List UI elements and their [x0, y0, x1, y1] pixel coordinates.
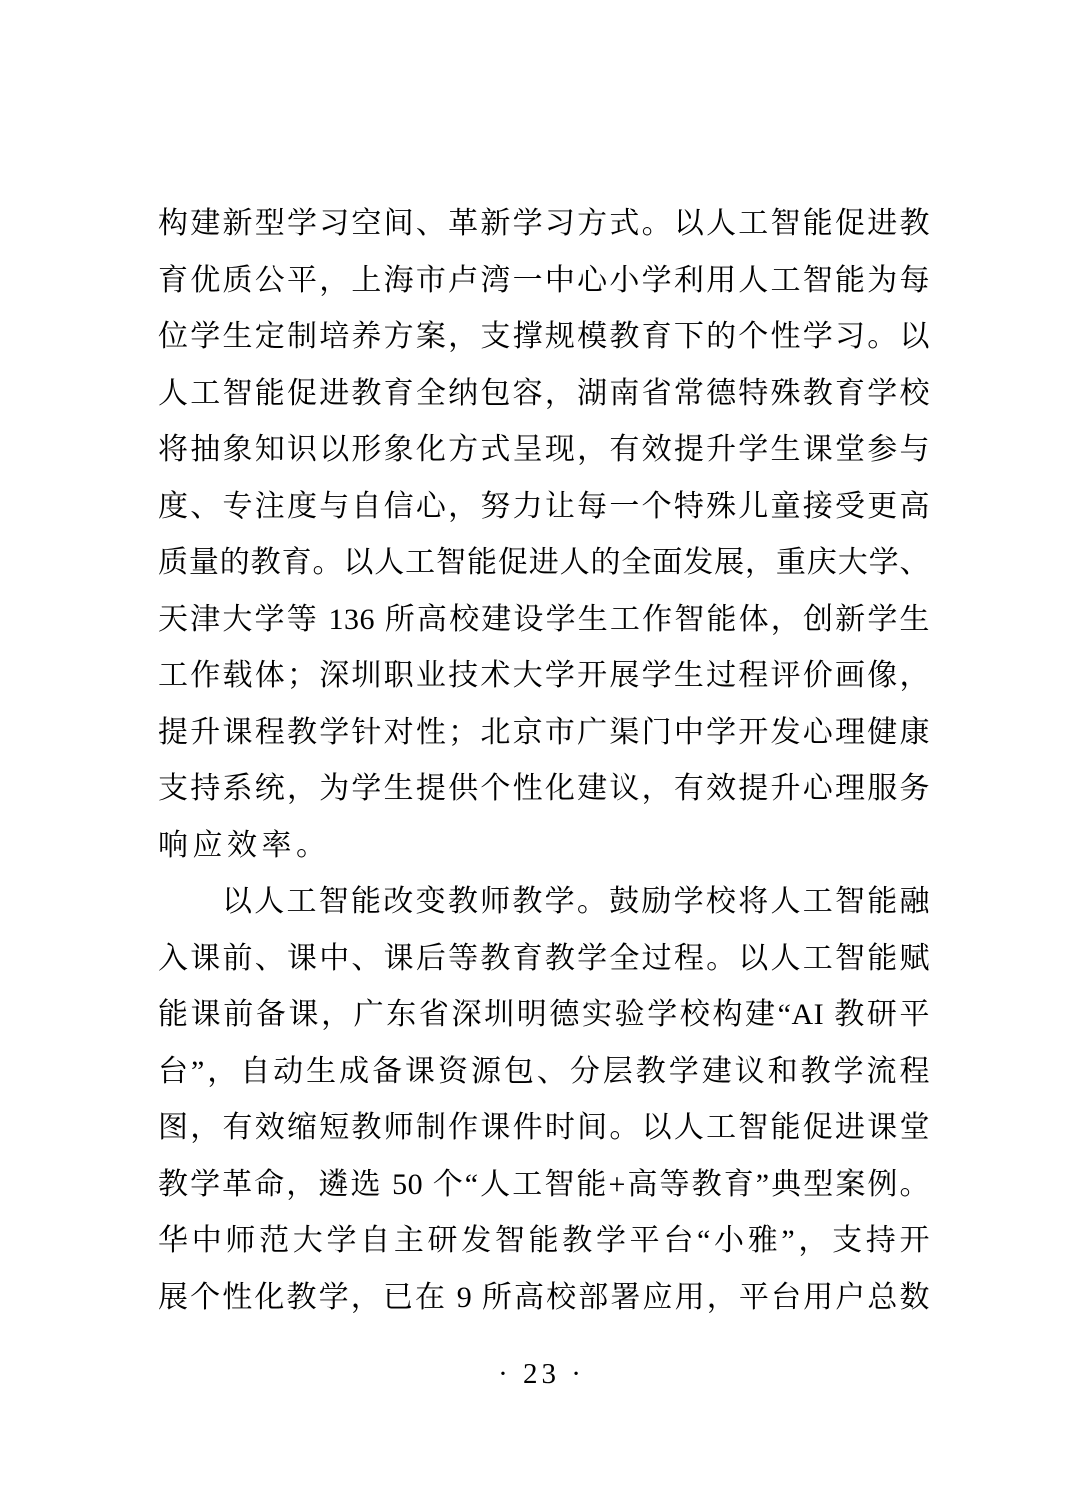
- text-line: 质量的教育。以人工智能促进人的全面发展，重庆大学、: [158, 546, 930, 579]
- text-line: 提升课程教学针对性；北京市广渠门中学开发心理健康: [158, 715, 930, 749]
- text-line: 能课前备课，广东省深圳明德实验学校构建“AI 教研平: [158, 998, 930, 1031]
- text-line: 支持系统，为学生提供个性化建议，有效提升心理服务: [158, 772, 930, 805]
- text-line: 位学生定制培养方案，支撑规模教育下的个性学习。以: [158, 320, 930, 353]
- text-line: 将抽象知识以形象化方式呈现，有效提升学生课堂参与: [158, 433, 930, 466]
- text-line: 以人工智能改变教师教学。鼓励学校将人工智能融: [222, 885, 930, 918]
- text-line: 工作载体；深圳职业技术大学开展学生过程评价画像，: [158, 659, 930, 692]
- text-line: 育优质公平，上海市卢湾一中心小学利用人工智能为每: [158, 263, 930, 297]
- text-line: 响应效率。: [158, 828, 331, 862]
- text-line: 入课前、课中、课后等教育教学全过程。以人工智能赋: [158, 941, 930, 975]
- text-line: 图，有效缩短教师制作课件时间。以人工智能促进课堂: [158, 1111, 930, 1144]
- text-line: 天津大学等 136 所高校建设学生工作智能体，创新学生: [158, 602, 930, 636]
- text-line: 台”，自动生成备课资源包、分层教学建议和教学流程: [158, 1054, 930, 1088]
- text-line: 度、专注度与自信心，努力让每一个特殊儿童接受更高: [158, 489, 930, 523]
- text-line: 教学革命，遴选 50 个“人工智能+高等教育”典型案例。: [158, 1167, 930, 1201]
- text-line: 华中师范大学自主研发智能教学平台“小雅”，支持开: [158, 1224, 930, 1257]
- body-text: [158, 196, 930, 1326]
- page-number: · 23 ·: [498, 1358, 585, 1390]
- text-line: 构建新型学习空间、革新学习方式。以人工智能促进教: [158, 207, 930, 240]
- text-line: 人工智能促进教育全纳包容，湖南省常德特殊教育学校: [158, 376, 930, 410]
- text-line: 展个性化教学，已在 9 所高校部署应用，平台用户总数: [158, 1280, 930, 1314]
